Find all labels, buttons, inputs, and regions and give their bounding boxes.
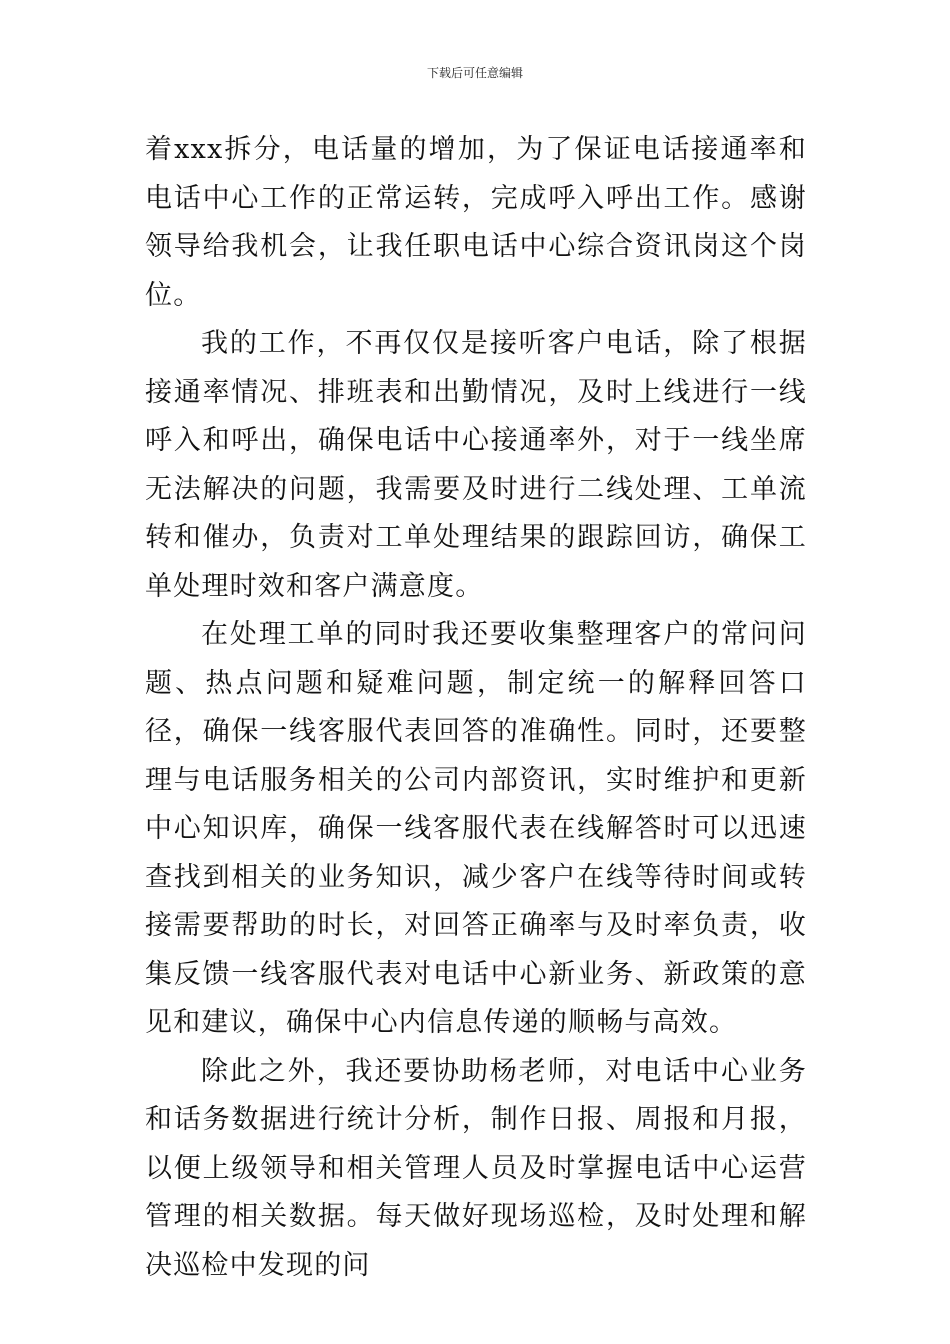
page-header-note: 下载后可任意编辑 bbox=[426, 66, 523, 80]
paragraph-knowledge-management: 在处理工单的同时我还要收集整理客户的常问问题、热点问题和疑难问题，制定统一的解释回答口径，确保一线客服代表回答的准确性。同时，还要整理与电话服务相关的公司内部资讯，实时维护和更新中心知识库，确保一线客服代表在线解答时可以迅速查找到相关的业务知识，减少客户在线等待时间或转接需要帮助的时长，对回答正确率与及时率负责，收集反馈一线客服代表对电话中心新业务、新政策的意见和建议，确保中心内信息传递的顺畅与高效。 bbox=[145, 619, 807, 1038]
paragraph-data-analysis: 除此之外，我还要协助杨老师，对电话中心业务和话务数据进行统计分析，制作日报、周报和月报，以便上级领导和相关管理人员及时掌握电话中心运营管理的相关数据。每天做好现场巡检，及时处理和解决巡检中发现的问 bbox=[145, 1055, 807, 1281]
paragraph-work-duties: 我的工作，不再仅仅是接听客户电话，除了根据接通率情况、排班表和出勤情况，及时上线进行一线呼入和呼出，确保电话中心接通率外，对于一线坐席无法解决的问题，我需要及时进行二线处理、工单流转和催办，负责对工单处理结果的跟踪回访，确保工单处理时效和客户满意度。 bbox=[145, 328, 807, 602]
document-body bbox=[145, 126, 807, 1290]
paragraph-continuation: 着xxx拆分，电话量的增加，为了保证电话接通率和电话中心工作的正常运转，完成呼入呼出工作。感谢领导给我机会，让我任职电话中心综合资讯岗这个岗位。 bbox=[145, 134, 807, 311]
